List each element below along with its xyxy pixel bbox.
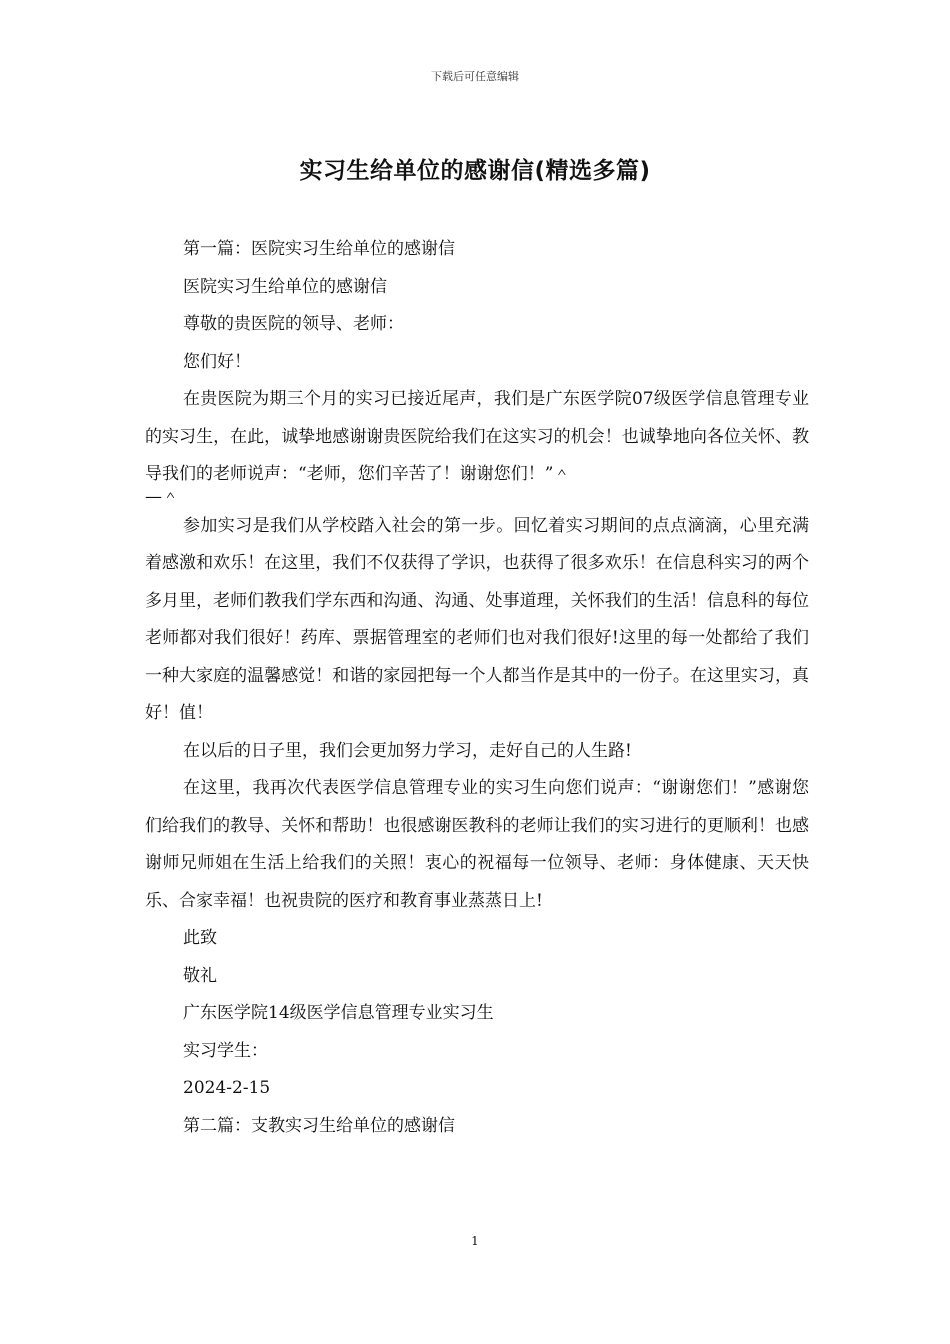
document-title: 实习生给单位的感谢信(精选多篇) (299, 158, 651, 184)
body-paragraph: 在以后的日子里，我们会更加努力学习，走好自己的人生路! (183, 740, 632, 761)
page-number: 1 (471, 1234, 479, 1248)
letter-title: 医院实习生给单位的感谢信 (183, 276, 387, 297)
closing-line: 此致 (183, 928, 217, 948)
header-note: 下载后可任意编辑 (431, 70, 519, 83)
greeting: 您们好！ (183, 351, 251, 372)
body-paragraph: 在贵医院为期三个月的实习已接近尾声，我们是广东医学院07级医学信息管理专业的实习生，在此，诚挚地感谢谢贵医院给我们在这实习的机会！也诚挚地向各位关怀、教导我们的老师说声：“老师，您们辛苦了！谢谢您们！”＾ (145, 389, 809, 484)
signature-date: 2024-2-15 (183, 1078, 271, 1098)
body-paragraph: 在这里，我再次代表医学信息管理专业的实习生向您们说声：“谢谢您们！”感谢您们给我们的教导、关怀和帮助！也很感谢医教科的老师让我们的实习进行的更顺利！也感谢师兄师姐在生活上给我们的关照！衷心的祝福每一位领导、老师：身体健康、天天快乐、合家幸福！也祝贵院的医疗和教育事业蒸蒸日上! (145, 778, 809, 911)
signature-group: 广东医学院14级医学信息管理专业实习生 (183, 1003, 494, 1023)
section-heading-2: 第二篇：支教实习生给单位的感谢信 (183, 1115, 455, 1136)
body-paragraph: 参加实习是我们从学校踏入社会的第一步。回忆着实习期间的点点滴滴，心里充满着感激和欢乐！在这里，我们不仅获得了学识，也获得了很多欢乐！在信息科实习的两个多月里，老师们教我们学东西和沟通、沟通、处事道理，关怀我们的生活！信息科的每位老师都对我们很好！药库、票据管理室的老师们也对我们很好!这里的每一处都给了我们一种大家庭的温馨感觉！和谐的家园把每一个人都当作是其中的一份子。在这里实习，真好！值！ (145, 515, 809, 723)
section-heading-1: 第一篇：医院实习生给单位的感谢信 (183, 239, 455, 259)
emoticon-line: —＾ (145, 486, 179, 507)
salutation: 尊敬的贵医院的领导、老师： (183, 314, 404, 334)
signature-name: 实习学生： (183, 1040, 268, 1061)
document-body (145, 231, 809, 1145)
closing-salute: 敬礼 (183, 965, 217, 986)
